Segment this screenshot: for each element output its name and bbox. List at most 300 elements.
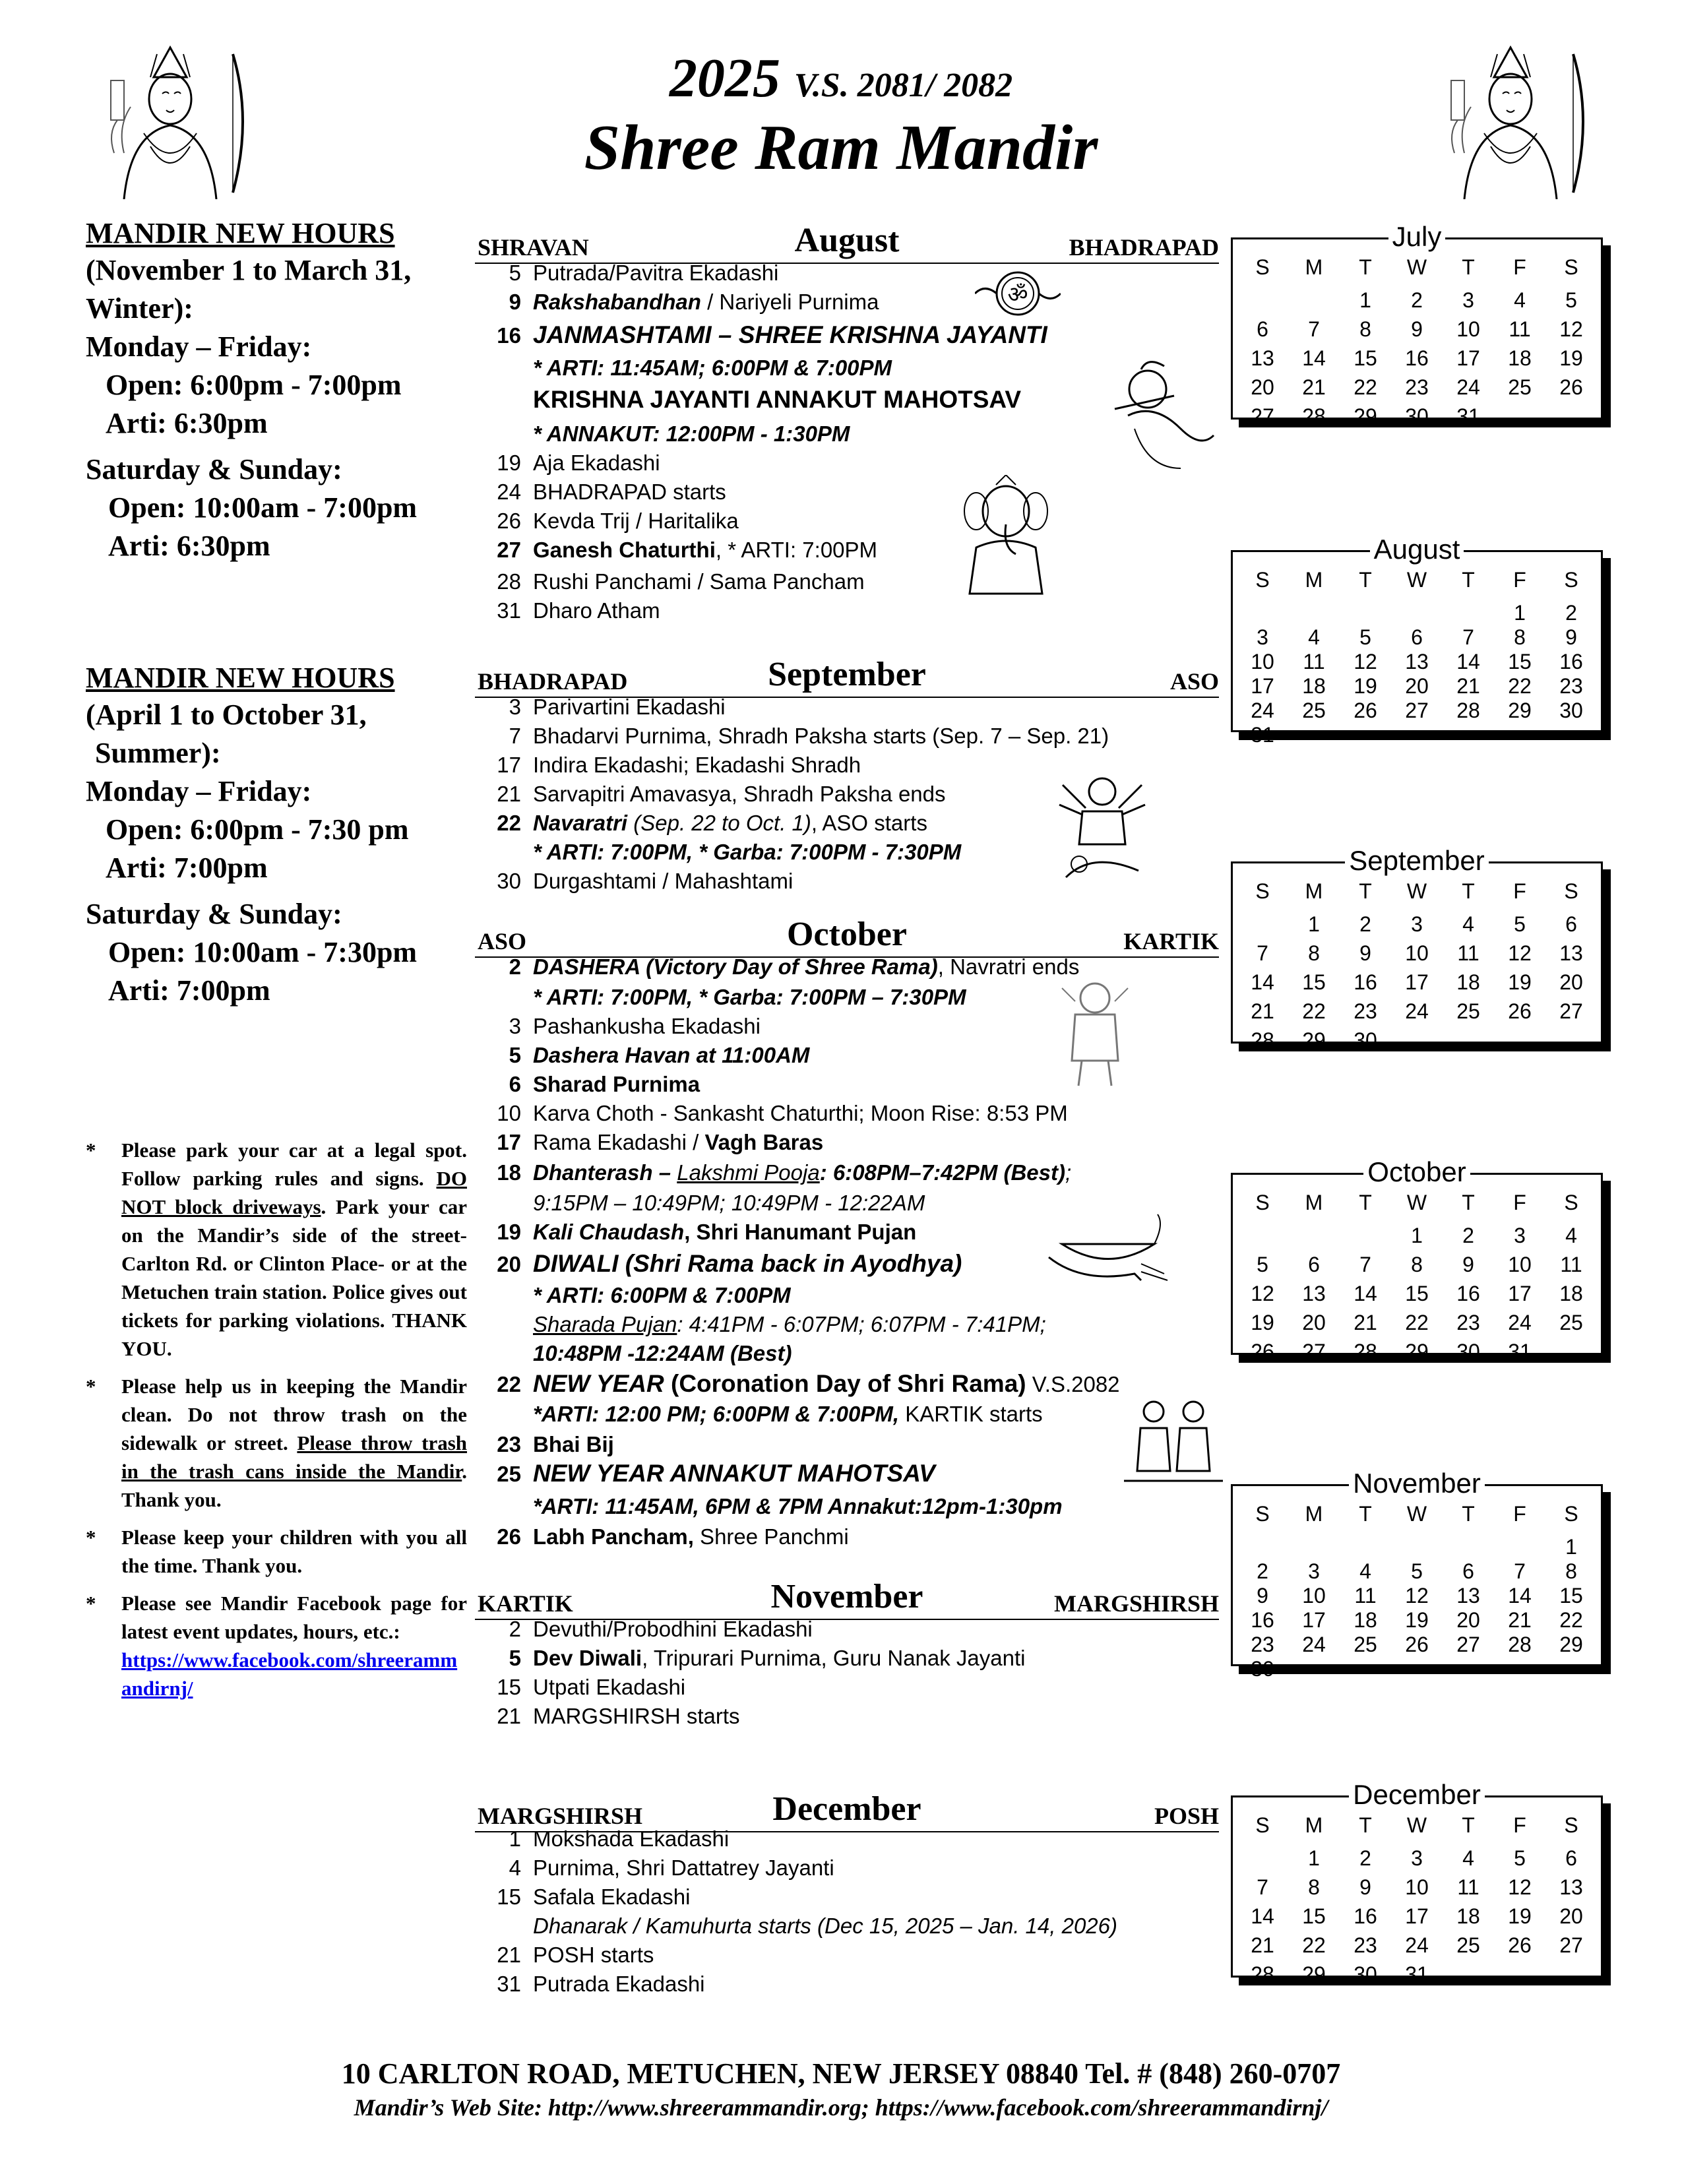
calendar-day: 7	[1462, 625, 1474, 649]
calendar-day: 4	[1462, 912, 1474, 936]
weekday-header: W	[1406, 568, 1427, 592]
calendar-day: 26	[1508, 1933, 1532, 1957]
durga-icon	[1053, 765, 1152, 890]
calendar-day: 14	[1354, 1282, 1377, 1305]
weekday-header: T	[1462, 879, 1475, 903]
calendar-day: 18	[1508, 346, 1532, 370]
weekday-header: S	[1255, 568, 1270, 592]
calendar-day: 8	[1514, 625, 1526, 649]
calendar-day: 13	[1405, 650, 1429, 673]
calendar-day: 14	[1251, 970, 1274, 994]
calendar-day: 8	[1308, 1875, 1320, 1899]
calendar-day: 5	[1359, 625, 1371, 649]
mini-calendar-title: December	[1349, 1779, 1485, 1810]
calendar-day: 12	[1508, 941, 1532, 965]
winter-weekend-open: Open: 10:00am - 7:00pm	[108, 491, 418, 524]
event-row: 2 Devuthi/Probodhini Ekadashi	[509, 1617, 813, 1641]
event-row: 9 Rakshabandhan / Nariyeli Purnima	[509, 290, 879, 314]
calendar-day: 20	[1559, 970, 1583, 994]
mini-calendar-title: August	[1370, 534, 1464, 565]
calendar-day: 13	[1302, 1282, 1326, 1305]
calendar-day: 17	[1251, 674, 1274, 698]
weekday-header: W	[1406, 1813, 1427, 1837]
calendar-day: 10	[1251, 650, 1274, 673]
calendar-day: 9	[1359, 1875, 1371, 1899]
event-row: 21 MARGSHIRSH starts	[497, 1704, 740, 1728]
event-row: *ARTI: 11:45AM, 6PM & 7PM Annakut:12pm-1:30pm	[533, 1494, 1063, 1518]
calendar-day: 5	[1514, 912, 1526, 936]
calendar-day: 15	[1559, 1584, 1583, 1607]
calendar-day: 8	[1359, 317, 1371, 341]
calendar-day: 3	[1308, 1559, 1320, 1583]
calendar-day: 28	[1251, 1028, 1274, 1052]
calendar-day: 7	[1359, 1253, 1371, 1276]
event-row: 24 BHADRAPAD starts	[497, 480, 726, 504]
winter-range-2: Winter):	[86, 292, 193, 325]
calendar-day: 9	[1257, 1584, 1268, 1607]
facebook-link[interactable]: https://www.facebook.com/shreerammandirnj/	[121, 1648, 458, 1700]
event-row: Sharada Pujan: 4:41PM - 6:07PM; 6:07PM - 7:41PM;	[533, 1312, 1046, 1336]
mini-calendar-title: July	[1388, 221, 1446, 252]
calendar-day: 20	[1405, 674, 1429, 698]
calendar-day: 27	[1559, 999, 1583, 1023]
calendar-day: 12	[1354, 650, 1377, 673]
calendar-day: 31	[1456, 404, 1480, 428]
event-row: 22 Navaratri (Sep. 22 to Oct. 1), ASO starts	[497, 811, 927, 835]
weekday-header: F	[1513, 1813, 1526, 1837]
calendar-day: 11	[1560, 1253, 1582, 1276]
calendar-day: 10	[1302, 1584, 1326, 1607]
calendar-day: 20	[1456, 1608, 1480, 1632]
svg-text:ॐ: ॐ	[1007, 282, 1028, 308]
mini-calendar-august	[1231, 534, 1603, 747]
calendar-day: 17	[1405, 1904, 1429, 1928]
event-row: 30 Durgashtami / Mahashtami	[497, 869, 794, 893]
calendar-day: 4	[1565, 1224, 1577, 1247]
weekday-header: T	[1359, 1813, 1372, 1837]
calendar-day: 28	[1508, 1633, 1532, 1656]
calendar-day: 18	[1456, 1904, 1480, 1928]
calendar-day: 28	[1302, 404, 1326, 428]
event-row: KRISHNA JAYANTI ANNAKUT MAHOTSAV	[533, 386, 1022, 413]
calendar-day: 16	[1559, 650, 1583, 673]
calendar-day: 19	[1251, 1311, 1274, 1334]
calendar-day: 2	[1359, 1846, 1371, 1870]
event-row: * ARTI: 11:45AM; 6:00PM & 7:00PM	[533, 356, 892, 380]
event-row: 20 DIWALI (Shri Rama back in Ayodhya)	[497, 1250, 962, 1277]
weekday-header: S	[1564, 568, 1578, 592]
calendar-day: 30	[1354, 1962, 1377, 1986]
calendar-day: 6	[1257, 317, 1268, 341]
calendar-day: 2	[1359, 912, 1371, 936]
weekday-header: S	[1255, 1502, 1270, 1526]
calendar-day: 29	[1302, 1962, 1326, 1986]
event-row: 19 Kali Chaudash, Shri Hanumant Pujan	[497, 1220, 917, 1244]
calendar-day: 9	[1411, 317, 1423, 341]
month-header-december: MARGSHIRSH December POSH	[475, 1785, 1219, 1832]
footer-website: Mandir’s Web Site: http://www.shreerammandir.org; https://www.facebook.com/shreerammandirnj/	[354, 2094, 1328, 2121]
summer-hours	[86, 661, 467, 1010]
weekday-header: S	[1564, 1813, 1578, 1837]
summer-weekday-arti: Arti: 7:00pm	[106, 852, 268, 884]
calendar-day: 21	[1354, 1311, 1377, 1334]
weekday-header: M	[1305, 1502, 1323, 1526]
winter-weekend: Saturday & Sunday:	[86, 453, 342, 485]
calendar-day: 25	[1508, 375, 1532, 399]
event-row: 5 Putrada/Pavitra Ekadashi	[509, 261, 779, 285]
weekday-header: S	[1564, 879, 1578, 903]
weekday-header: T	[1462, 255, 1475, 279]
calendar-day: 22	[1302, 999, 1326, 1023]
calendar-day: 2	[1257, 1559, 1268, 1583]
event-row: 4 Purnima, Shri Dattatrey Jayanti	[509, 1856, 834, 1880]
calendar-day: 16	[1354, 1904, 1377, 1928]
mini-calendar-title: November	[1349, 1468, 1485, 1499]
diya-icon	[1042, 1211, 1174, 1284]
calendar-day: 13	[1559, 1875, 1583, 1899]
mini-calendar-july	[1231, 221, 1603, 428]
event-row: 17 Rama Ekadashi / Vagh Baras	[497, 1130, 824, 1154]
calendar-day: 27	[1251, 404, 1274, 428]
calendar-day: 7	[1257, 941, 1268, 965]
calendar-day: 25	[1302, 699, 1326, 722]
weekday-header: S	[1564, 1502, 1578, 1526]
calendar-day: 5	[1257, 1253, 1268, 1276]
weekday-header: F	[1513, 1191, 1526, 1214]
mini-calendar-title: September	[1345, 845, 1488, 876]
mini-calendar-october	[1231, 1156, 1603, 1363]
calendar-day: 30	[1354, 1028, 1377, 1052]
calendar-day: 16	[1456, 1282, 1480, 1305]
calendar-day: 31	[1508, 1340, 1532, 1363]
calendar-day: 28	[1354, 1340, 1377, 1363]
calendar-day: 31	[1405, 1962, 1429, 1986]
calendar-day: 30	[1405, 404, 1429, 428]
calendar-day: 11	[1303, 650, 1325, 673]
calendar-day: 1	[1411, 1224, 1423, 1247]
mini-calendar-september	[1231, 845, 1603, 1052]
calendar-day: 23	[1456, 1311, 1480, 1334]
calendar-day: 12	[1405, 1584, 1429, 1607]
calendar-day: 28	[1251, 1962, 1274, 1986]
calendar-day: 17	[1456, 346, 1480, 370]
calendar-day: 13	[1456, 1584, 1480, 1607]
weekday-header: F	[1513, 568, 1526, 592]
header-year: 2025 V.S. 2081/ 2082	[669, 47, 1013, 109]
weekday-header: T	[1462, 1813, 1475, 1837]
calendar-day: 26	[1405, 1633, 1429, 1656]
calendar-day: 18	[1559, 1282, 1583, 1305]
krishna-icon	[1102, 356, 1220, 475]
weekday-header: S	[1564, 1191, 1578, 1214]
calendar-day: 6	[1565, 1846, 1577, 1870]
calendar-day: 23	[1251, 1633, 1274, 1656]
event-row: 3 Parivartini Ekadashi	[509, 695, 726, 719]
calendar-day: 28	[1456, 699, 1480, 722]
mini-calendar-title: October	[1363, 1156, 1470, 1187]
weekday-header: M	[1305, 1813, 1323, 1837]
vikram-samvat: V.S. 2081/ 2082	[794, 67, 1013, 104]
calendar-day: 15	[1508, 650, 1532, 673]
calendar-day: 3	[1411, 1846, 1423, 1870]
weekday-header: T	[1359, 1191, 1372, 1214]
event-row: 1 Mokshada Ekadashi	[509, 1826, 730, 1851]
weekday-header: W	[1406, 879, 1427, 903]
calendar-day: 1	[1514, 601, 1526, 625]
event-row: 9:15PM – 10:49PM; 10:49PM - 12:22AM	[533, 1191, 925, 1215]
event-row: 21 POSH starts	[497, 1943, 654, 1967]
ravana-icon	[1055, 975, 1135, 1087]
month-header-october: ASO October KARTIK	[475, 910, 1219, 958]
calendar-day: 29	[1354, 404, 1377, 428]
calendar-day: 17	[1405, 970, 1429, 994]
weekday-header: T	[1359, 879, 1372, 903]
event-row: 3 Pashankusha Ekadashi	[509, 1014, 761, 1038]
summer-weekday-open: Open: 6:00pm - 7:30 pm	[106, 813, 409, 846]
calendar-day: 20	[1302, 1311, 1326, 1334]
event-row: Dhanarak / Kamuhurta starts (Dec 15, 2025 – Jan. 14, 2026)	[533, 1914, 1118, 1938]
event-row: 6 Sharad Purnima	[509, 1072, 701, 1096]
weekday-header: W	[1406, 255, 1427, 279]
note-children: * Please keep your children with you all the time. Thank you.	[86, 1526, 467, 1577]
calendar-day: 10	[1405, 941, 1429, 965]
calendar-day: 24	[1508, 1311, 1532, 1334]
calendar-day: 18	[1302, 674, 1326, 698]
calendar-day: 4	[1308, 625, 1320, 649]
calendar-day: 5	[1411, 1559, 1423, 1583]
event-row: 5 Dashera Havan at 11:00AM	[509, 1043, 810, 1067]
calendar-day: 6	[1411, 625, 1423, 649]
calendar-day: 10	[1405, 1875, 1429, 1899]
calendar-day: 10	[1508, 1253, 1532, 1276]
calendar-day: 22	[1559, 1608, 1583, 1632]
calendar-day: 23	[1354, 999, 1377, 1023]
calendar-day: 8	[1411, 1253, 1423, 1276]
mini-calendar-november	[1231, 1468, 1603, 1681]
calendar-day: 2	[1565, 601, 1577, 625]
calendar-day: 4	[1359, 1559, 1371, 1583]
calendar-day: 4	[1462, 1846, 1474, 1870]
calendar-day: 22	[1405, 1311, 1429, 1334]
calendar-day: 22	[1354, 375, 1377, 399]
calendar-day: 3	[1462, 288, 1474, 312]
calendar-day: 11	[1354, 1584, 1377, 1607]
summer-weekend-arti: Arti: 7:00pm	[108, 974, 270, 1007]
calendar-day: 21	[1251, 1933, 1274, 1957]
winter-weekend-arti: Arti: 6:30pm	[108, 530, 270, 562]
summer-weekend: Saturday & Sunday:	[86, 898, 342, 930]
winter-hours-heading: MANDIR NEW HOURS	[86, 217, 395, 249]
calendar-day: 18	[1354, 1608, 1377, 1632]
calendar-day: 15	[1354, 346, 1377, 370]
calendar-day: 19	[1354, 674, 1377, 698]
event-row: * ARTI: 7:00PM, * Garba: 7:00PM - 7:30PM	[533, 840, 962, 864]
note-parking: * Please park your car at a legal spot. Follow parking rules and signs. DO NOT block driveways. Park your car on the Mandir’s side of the street-Carlton Rd. or Clinton Place- or at the Metuchen train station. Police gives out tickets for parking violations. THANK YOU.	[86, 1139, 467, 1360]
calendar-day: 9	[1565, 625, 1577, 649]
calendar-day: 4	[1514, 288, 1526, 312]
event-row: 18 Dhanterash – Lakshmi Pooja: 6:08PM–7:42PM (Best);	[497, 1160, 1072, 1185]
calendar-day: 8	[1565, 1559, 1577, 1583]
event-row: 10:48PM -12:24AM (Best)	[533, 1341, 792, 1365]
event-row: 27 Ganesh Chaturthi, * ARTI: 7:00PM	[497, 538, 878, 562]
event-row: * ANNAKUT: 12:00PM - 1:30PM	[533, 421, 850, 446]
calendar-day: 14	[1251, 1904, 1274, 1928]
event-row: 23 Bhai Bij	[497, 1432, 614, 1456]
calendar-day: 23	[1354, 1933, 1377, 1957]
weekday-header: T	[1359, 568, 1372, 592]
weekday-header: T	[1462, 1191, 1475, 1214]
calendar-day: 15	[1302, 970, 1326, 994]
calendar-day: 13	[1251, 346, 1274, 370]
weekday-header: M	[1305, 255, 1323, 279]
calendar-day: 24	[1456, 375, 1480, 399]
weekday-header: F	[1513, 255, 1526, 279]
calendar-day: 19	[1508, 970, 1532, 994]
calendar-day: 6	[1308, 1253, 1320, 1276]
month-header-november: KARTIK November MARGSHIRSH	[475, 1573, 1219, 1620]
calendar-day: 10	[1456, 317, 1480, 341]
calendar-day: 12	[1559, 317, 1583, 341]
calendar-day: 11	[1457, 1875, 1480, 1899]
calendar-day: 17	[1302, 1608, 1326, 1632]
calendar-day: 31	[1251, 723, 1274, 747]
winter-weekday-arti: Arti: 6:30pm	[106, 407, 268, 439]
calendar-day: 16	[1354, 970, 1377, 994]
weekday-header: M	[1305, 568, 1323, 592]
calendar-day: 5	[1565, 288, 1577, 312]
calendar-day: 1	[1359, 288, 1371, 312]
calendar-day: 29	[1405, 1340, 1429, 1363]
month-header-september: BHADRAPAD September ASO	[475, 650, 1219, 698]
calendar-day: 11	[1509, 317, 1531, 341]
calendar-day: 21	[1251, 999, 1274, 1023]
calendar-day: 19	[1508, 1904, 1532, 1928]
event-row: 15 Safala Ekadashi	[497, 1885, 691, 1909]
calendar-day: 3	[1257, 625, 1268, 649]
calendar-day: 26	[1508, 999, 1532, 1023]
ram-darbar-icon	[1124, 1392, 1223, 1484]
event-row: 22 NEW YEAR (Coronation Day of Shri Rama) V.S.2082	[497, 1370, 1120, 1397]
event-row: 31 Putrada Ekadashi	[497, 1972, 705, 1996]
calendar-day: 9	[1462, 1253, 1474, 1276]
calendar-day: 7	[1514, 1559, 1526, 1583]
weekday-header: F	[1513, 1502, 1526, 1526]
calendar-day: 2	[1462, 1224, 1474, 1247]
weekday-header: W	[1406, 1191, 1427, 1214]
calendar-day: 12	[1508, 1875, 1532, 1899]
calendar-day: 15	[1302, 1904, 1326, 1928]
calendar-day: 7	[1308, 317, 1320, 341]
event-row: 28 Rushi Panchami / Sama Pancham	[497, 569, 865, 594]
weekday-header: S	[1255, 1813, 1270, 1837]
event-row: 25 NEW YEAR ANNAKUT MAHOTSAV	[497, 1460, 935, 1487]
calendar-day: 29	[1508, 699, 1532, 722]
calendar-day: 25	[1354, 1633, 1377, 1656]
calendar-day: 5	[1514, 1846, 1526, 1870]
notes-list	[86, 1136, 467, 1712]
month-header-august: SHRAVAN August BHADRAPAD	[475, 216, 1219, 264]
event-row: 17 Indira Ekadashi; Ekadashi Shradh	[497, 753, 861, 777]
calendar-day: 30	[1456, 1340, 1480, 1363]
event-row: 2 DASHERA (Victory Day of Shree Rama), Navratri ends	[509, 954, 1080, 979]
calendar-day: 21	[1302, 375, 1326, 399]
event-row: 7 Bhadarvi Purnima, Shradh Paksha starts (Sep. 7 – Sep. 21)	[509, 724, 1109, 748]
weekday-header: M	[1305, 1191, 1323, 1214]
calendar-day: 19	[1559, 346, 1583, 370]
weekday-header: S	[1255, 879, 1270, 903]
weekday-header: S	[1255, 255, 1270, 279]
weekday-header: T	[1462, 568, 1475, 592]
summer-hours-heading: MANDIR NEW HOURS	[86, 662, 395, 694]
calendar-day: 26	[1251, 1340, 1274, 1363]
event-row: 5 Dev Diwali, Tripurari Purnima, Guru Nanak Jayanti	[509, 1646, 1026, 1670]
calendar-day: 30	[1251, 1657, 1274, 1681]
calendar-day: 27	[1405, 699, 1429, 722]
calendar-day: 20	[1251, 375, 1274, 399]
summer-weekday: Monday – Friday:	[86, 775, 312, 807]
calendar-day: 16	[1405, 346, 1429, 370]
calendar-day: 14	[1456, 650, 1480, 673]
weekday-header: S	[1564, 255, 1578, 279]
calendar-day: 7	[1257, 1875, 1268, 1899]
note-facebook: * Please see Mandir Facebook page for latest event updates, hours, etc.: https://www.facebook.com/shreerammandirnj/	[86, 1589, 467, 1702]
calendar-day: 22	[1508, 674, 1532, 698]
calendar-day: 1	[1565, 1535, 1577, 1559]
calendar-day: 3	[1411, 912, 1423, 936]
calendar-day: 11	[1457, 941, 1480, 965]
event-row: 26 Kevda Trij / Haritalika	[497, 509, 739, 533]
calendar-day: 14	[1508, 1584, 1532, 1607]
page-title: Shree Ram Mandir	[584, 112, 1098, 183]
calendar-day: 12	[1251, 1282, 1274, 1305]
calendar-day: 18	[1456, 970, 1480, 994]
calendar-day: 25	[1559, 1311, 1583, 1334]
event-row: 15 Utpati Ekadashi	[497, 1675, 686, 1699]
calendar-day: 27	[1456, 1633, 1480, 1656]
calendar-day: 16	[1251, 1608, 1274, 1632]
calendar-day: 9	[1359, 941, 1371, 965]
event-row: 26 Labh Pancham, Shree Panchmi	[497, 1524, 849, 1549]
calendar-day: 6	[1565, 912, 1577, 936]
rakhi-icon	[975, 264, 1061, 323]
event-row: * ARTI: 6:00PM & 7:00PM	[533, 1283, 791, 1307]
weekday-header: T	[1359, 1502, 1372, 1526]
event-row: 19 Aja Ekadashi	[497, 451, 660, 475]
calendar-day: 23	[1405, 375, 1429, 399]
calendar-day: 30	[1559, 699, 1583, 722]
weekday-header: T	[1359, 255, 1372, 279]
weekday-header: S	[1255, 1191, 1270, 1214]
winter-weekday-open: Open: 6:00pm - 7:00pm	[106, 369, 402, 401]
ganesh-icon	[950, 475, 1062, 600]
event-row: 16 JANMASHTAMI – SHREE KRISHNA JAYANTI	[497, 321, 1047, 348]
calendar-day: 2	[1411, 288, 1423, 312]
calendar-day: 14	[1302, 346, 1326, 370]
weekday-header: F	[1513, 879, 1526, 903]
calendar-day: 24	[1405, 999, 1429, 1023]
calendar-day: 21	[1456, 674, 1480, 698]
calendar-day: 24	[1405, 1933, 1429, 1957]
winter-weekday: Monday – Friday:	[86, 330, 312, 363]
calendar-day: 1	[1308, 1846, 1320, 1870]
calendar-day: 15	[1405, 1282, 1429, 1305]
event-row: 21 Sarvapitri Amavasya, Shradh Paksha ends	[497, 782, 946, 806]
event-row: * ARTI: 7:00PM, * Garba: 7:00PM – 7:30PM	[533, 985, 966, 1009]
calendar-day: 1	[1308, 912, 1320, 936]
calendar-day: 26	[1354, 699, 1377, 722]
calendar-day: 19	[1405, 1608, 1429, 1632]
calendar-day: 27	[1559, 1933, 1583, 1957]
